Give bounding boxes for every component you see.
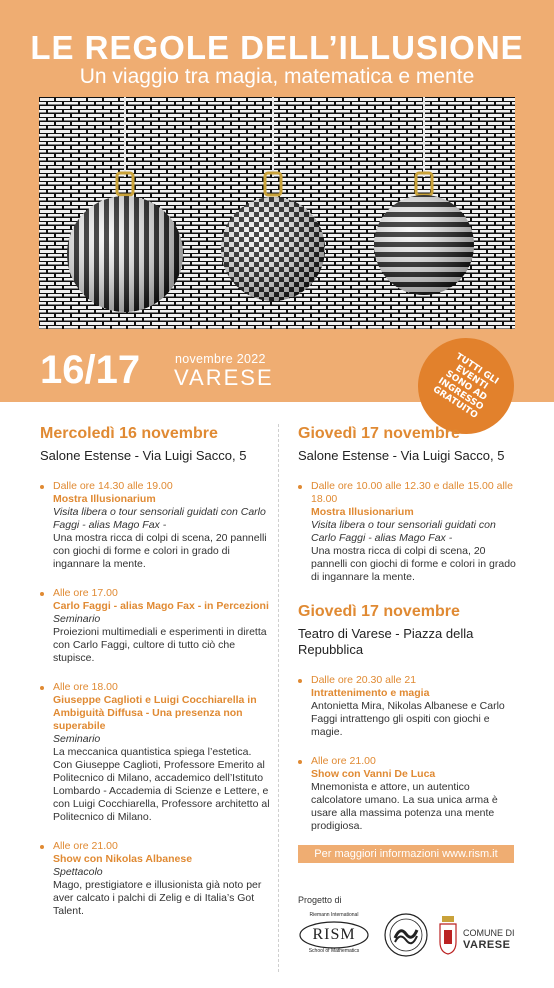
event-title: Mostra Illusionarium [53,493,156,505]
event-kind: Seminario [53,613,101,625]
event-description: La meccanica quantistica spiega l’estetica. Con Giuseppe Caglioti, Professore Emerito al Politecnico di Milano, accademico dell’Istituto Lombardo - Accademia di Scienze e Lettere, e con Luigi Cocchiarella, Professore architetto al Politecnico di Milano. [53,746,270,823]
list-item [40,840,270,918]
comune-label: COMUNE DI [463,928,515,938]
event-time: Alle ore 18.00 [53,681,118,693]
page-title: LE REGOLE DELL’ILLUSIONE [30,29,524,66]
event-title: Show con Vanni De Luca [311,768,436,780]
day-title-thursday: Giovedì 17 novembre [298,425,460,442]
event-description: Una mostra ricca di colpi di scena, 20 pannelli con giochi di forme e colori in grado di ingannare la mente. [53,532,267,570]
list-item [40,681,270,824]
list-item [298,480,520,584]
rism-logo [298,912,370,956]
event-time: Alle ore 17.00 [53,587,118,599]
illusion-artwork-svg [39,97,515,329]
column-divider [278,424,279,972]
event-time: Alle ore 21.00 [311,755,376,767]
rism-bottom-text: School of Mathematics [308,948,360,954]
event-title: Mostra Illusionarium [311,506,414,518]
event-description: Antonietta Mira, Nikolas Albanese e Carlo Faggi intrattengo gli ospiti con giochi e magie. [311,700,505,738]
project-by-label: Progetto di [298,895,342,905]
list-item [40,480,270,571]
event-time: Dalle ore 10.00 alle 12.30 e dalle 15.00 alle 18.00 [311,480,513,505]
page-subtitle: Un viaggio tra magia, matematica e mente [79,65,475,88]
event-month-year: novembre 2022 [175,352,266,366]
event-title: Carlo Faggi - alias Mago Fax - in Percezioni [53,600,269,612]
rism-name-text: RISM [312,926,356,943]
event-description: Mago, prestigiatore e illusionista già noto per aver calcato i palchi di Zelig e di Italia’s Got Talent. [53,879,262,917]
event-days: 16/17 [40,348,141,392]
rism-top-text: Riemann International [309,912,359,918]
event-kind: Spettacolo [53,866,103,878]
event-description: Una mostra ricca di colpi di scena, 20 pannelli con giochi di forme e colori in grado di ingannare la mente. [311,545,516,583]
day-title-wednesday: Mercoledì 16 novembre [40,425,218,442]
event-title: Show con Nikolas Albanese [53,853,193,865]
comune-varese-logo [437,914,517,958]
venue-thursday: Salone Estense - Via Luigi Sacco, 5 [298,448,505,463]
day-title-thursday-evening: Giovedì 17 novembre [298,603,460,620]
event-kind: Visita libera o tour sensoriali guidati con Carlo Faggi - alias Mago Fax - [53,506,266,531]
event-city: VARESE [174,365,274,390]
event-description: Mnemonista e attore, un autentico calcolatore umano. La sua unica arma è usare alla massima potenza una mente prodigiosa. [311,781,498,832]
list-item [40,587,270,665]
event-description: Proiezioni multimediali e esperimenti in diretta con Carlo Faggi, cultore di tutto ciò che stupisce. [53,626,267,664]
varese-crest-icon [437,914,459,956]
right-column [298,424,520,833]
event-time: Alle ore 21.00 [53,840,118,852]
varese-label: VARESE [463,939,511,951]
university-seal-logo [383,912,429,958]
list-item [298,755,520,833]
left-column [40,424,270,918]
university-seal-svg [383,912,429,958]
illusion-artwork [39,97,515,329]
free-entry-badge: TUTTI GLI EVENTI SONO AD INGRESSO GRATUITO [400,320,533,453]
event-time: Dalle ore 14.30 alle 19.00 [53,480,173,492]
venue-wednesday: Salone Estense - Via Luigi Sacco, 5 [40,448,247,463]
venue-theatre: Teatro di Varese - Piazza della Repubblica [298,626,474,657]
list-item [298,674,520,739]
event-title: Intrattenimento e magia [311,687,430,699]
event-kind: Visita libera o tour sensoriali guidati con Carlo Faggi - alias Mago Fax - [311,519,496,544]
event-time: Dalle ore 20.30 alle 21 [311,674,417,686]
event-title: Giuseppe Caglioti e Luigi Cocchiarella in Ambiguità Diffusa - Una presenza non superabile [53,694,257,732]
event-kind: Seminario [53,733,101,745]
more-info-link[interactable]: Per maggiori informazioni www.rism.it [298,845,514,863]
